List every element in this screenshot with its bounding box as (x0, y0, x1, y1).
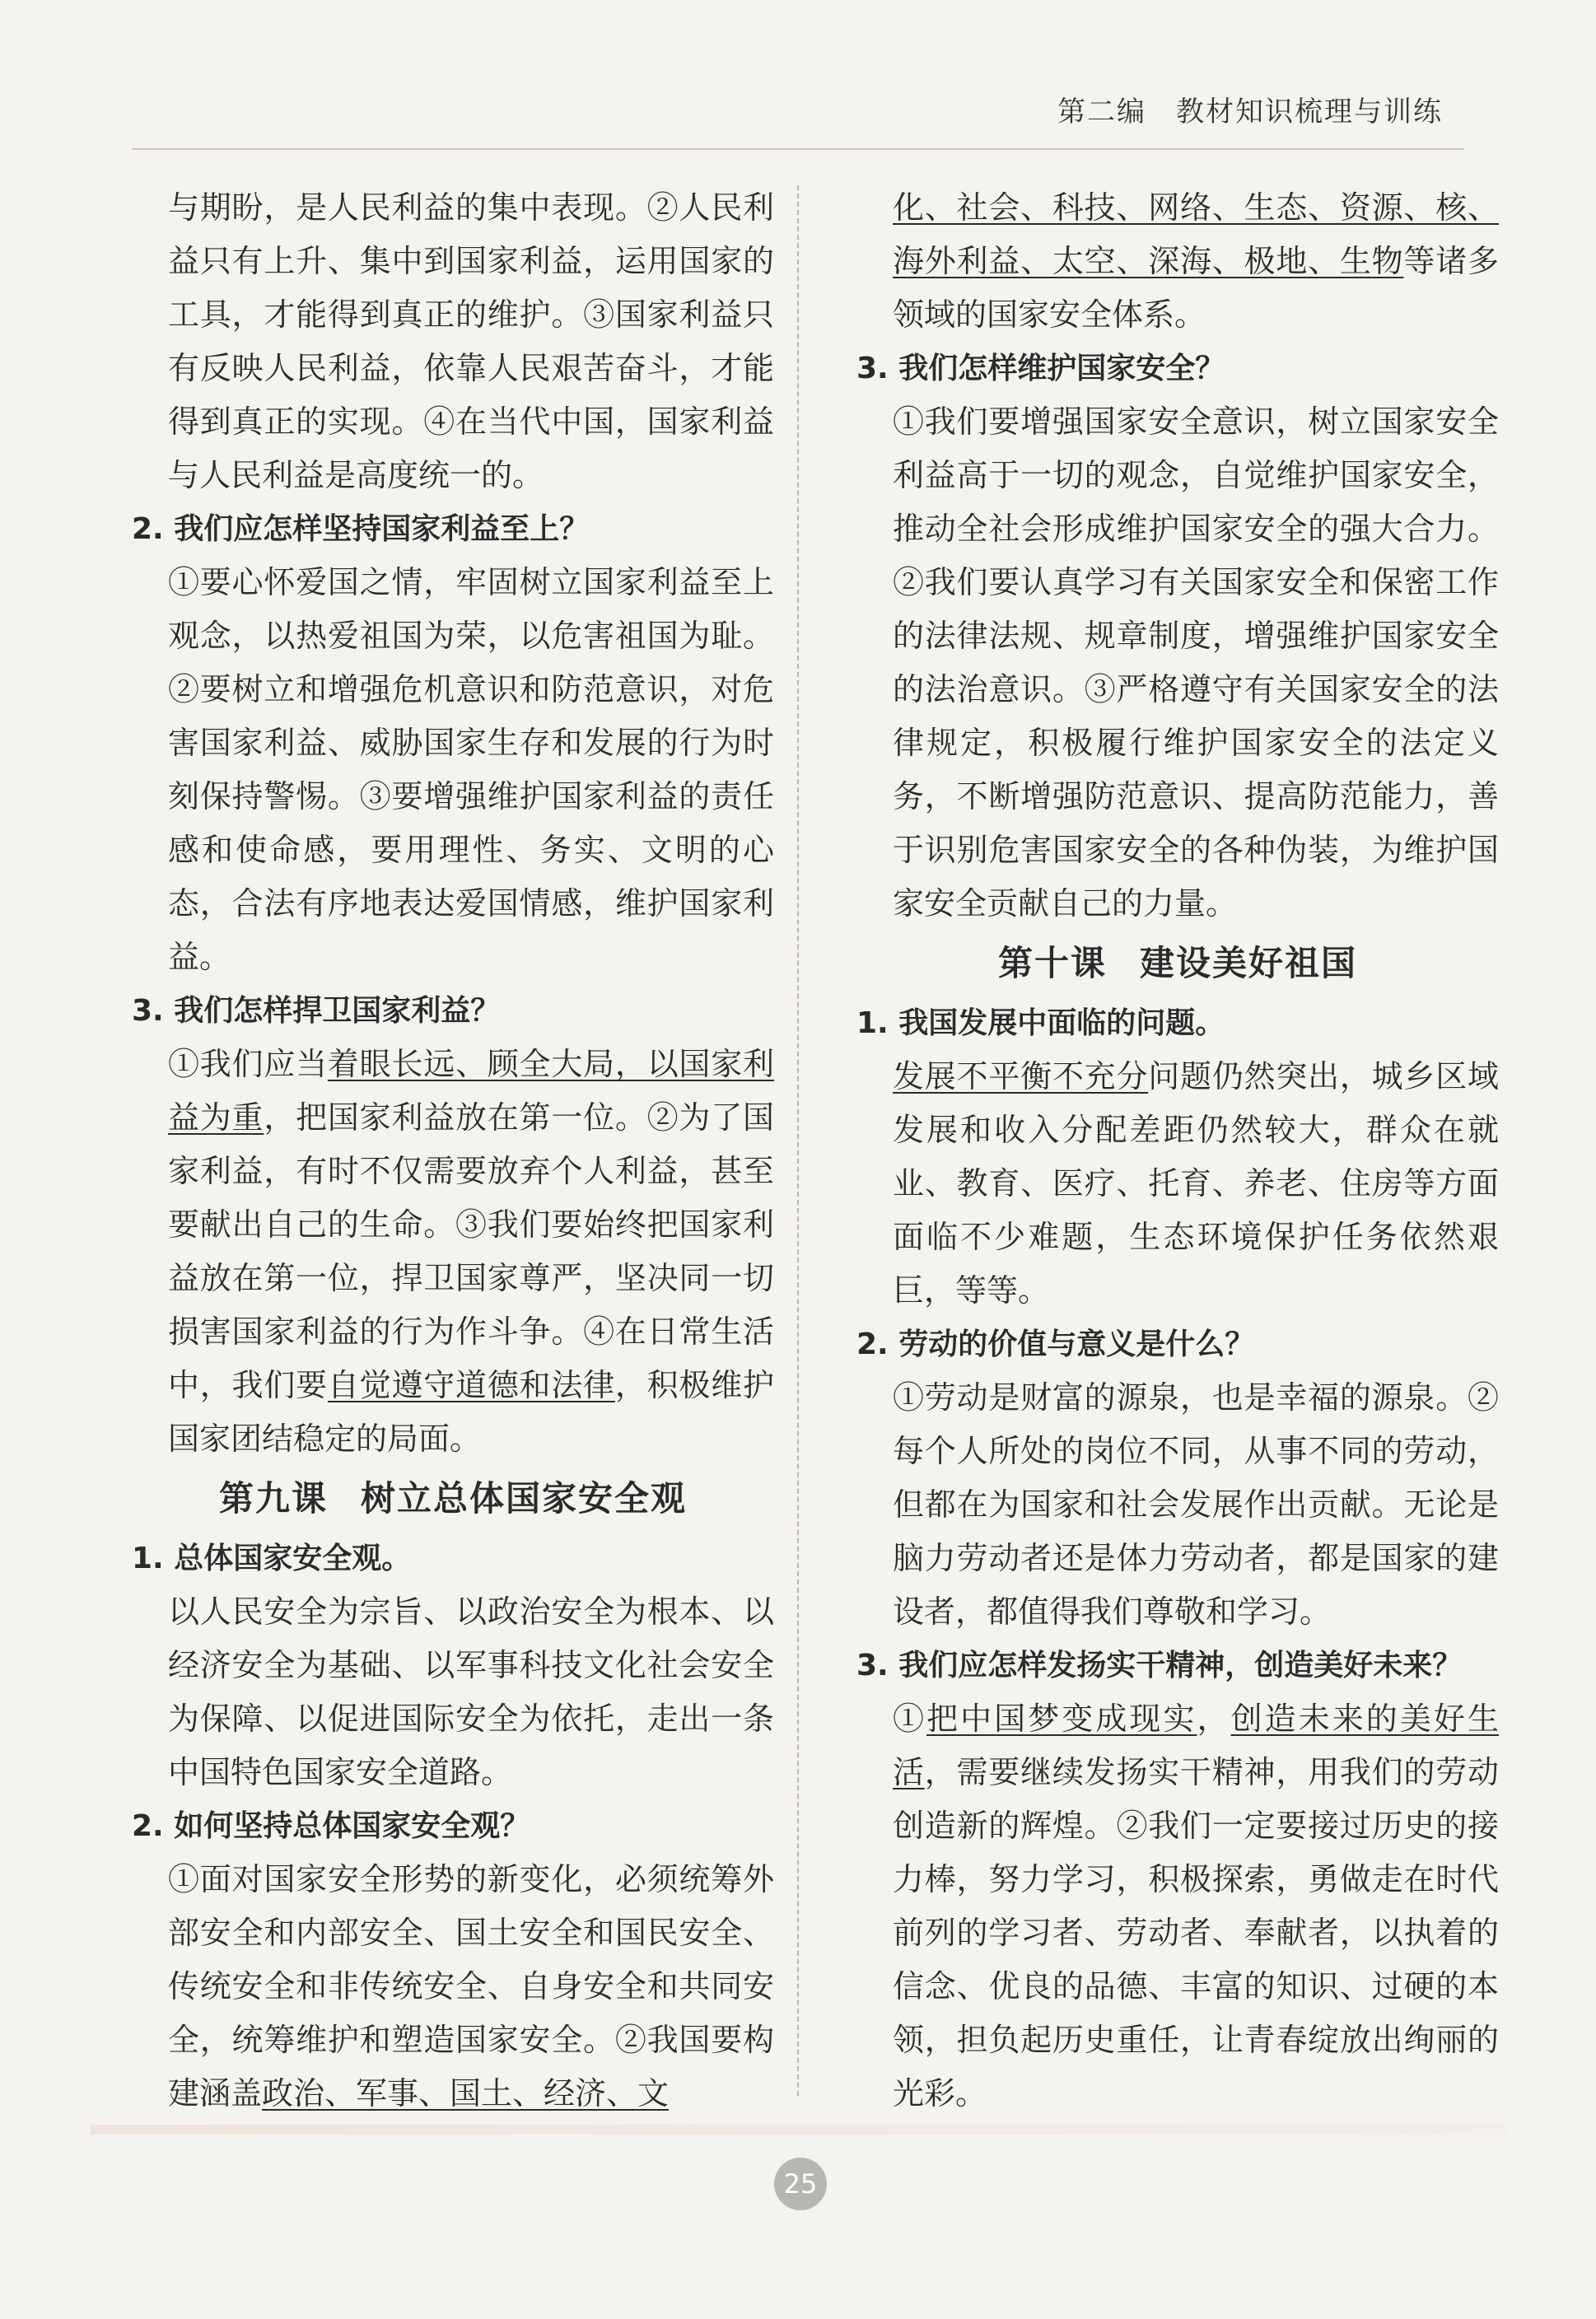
question-heading: 2. 如何坚持总体国家安全观？ (132, 1809, 530, 1843)
question-heading: 3. 我们怎样维护国家安全？ (856, 352, 1225, 385)
paragraph (856, 181, 1499, 342)
paragraph (856, 1692, 1499, 2121)
paragraph: 与期盼，是人民利益的集中表现。②人民利益只有上升、集中到国家利益，运用国家的工具，才能得到真正的维护。③国家利益只有反映人民利益，依靠人民艰苦奋斗，才能得到真正的实现。④在当代中国，国家利益与人民利益是高度统一的。 (168, 189, 774, 493)
underlined-text: 发展不平衡不充分 (893, 1058, 1149, 1094)
text-run: ， (1197, 1701, 1231, 1737)
lesson-title (856, 931, 1499, 996)
text-run: ①我们应当 (168, 1046, 328, 1082)
question-heading: 3. 我们怎样捍卫国家利益？ (132, 994, 501, 1028)
underlined-text: 创造未来的美好生活 (893, 1701, 1499, 1790)
text-run: 问题仍然突出，城乡区域发展和收入分配差距仍然较大，群众在就业、教育、医疗、托育、养老、住房等方面面临不少难题，生态环境保护任务依然艰巨，等等。 (893, 1058, 1499, 1309)
left-column (132, 181, 774, 2121)
header-part: 第二编 (1057, 96, 1146, 128)
lesson-number: 第十课 (997, 943, 1107, 983)
underlined-text: 化、社会、科技、网络、生态、资源、核、海外利益、太空、深海、极地、生物 (893, 189, 1499, 279)
page-stain (91, 2125, 1505, 2135)
text-run: ①面对国家安全形势的新变化，必须统筹外部安全和内部安全、国土安全和国民安全、传统安全和非传统安全、自身安全和共同安全，统筹维护和塑造国家安全。②我国要构建涵盖 (168, 1861, 774, 2111)
text-run: ，积极维护国家团结稳定的局面。 (168, 1367, 774, 1457)
lesson-title (132, 1466, 774, 1532)
underlined-text: 政治、军事、国土、经济、文 (262, 2075, 670, 2111)
paragraph (132, 1853, 774, 2121)
question-heading: 3. 我们应怎样发扬实干精神，创造美好未来？ (856, 1649, 1463, 1682)
text-run: ① (893, 1701, 927, 1737)
paragraph: ①我们要增强国家安全意识，树立国家安全利益高于一切的观念，自觉维护国家安全，推动全社会形成维护国家安全的强大合力。②我们要认真学习有关国家安全和保密工作的法律法规、规章制度，增强维护国家安全的法治意识。③严格遵守有关国家安全的法律规定，积极履行维护国家安全的法定义务，不断增强防范意识、提高防范能力，善于识别危害国家安全的各种伪装，为维护国家安全贡献自己的力量。 (893, 404, 1499, 922)
header-title: 教材知识梳理与训练 (1176, 96, 1443, 128)
header-rule (132, 148, 1464, 150)
paragraph (132, 1038, 774, 1466)
underlined-text: 着眼长远、顾全大局，以国家利益为重 (168, 1046, 774, 1136)
page-number: 25 (774, 2158, 827, 2210)
question-heading: 1. 总体国家安全观。 (132, 1542, 412, 1575)
lesson-name: 树立总体国家安全观 (361, 1478, 688, 1519)
right-column (856, 181, 1499, 2121)
lesson-number: 第九课 (218, 1478, 328, 1519)
paragraph: 以人民安全为宗旨、以政治安全为根本、以经济安全为基础、以军事科技文化社会安全为保障、以促进国际安全为依托，走出一条中国特色国家安全道路。 (168, 1593, 774, 1790)
text-run: ，把国家利益放在第一位。②为了国家利益，有时不仅需要放弃个人利益，甚至要献出自己的生命。③我们要始终把国家利益放在第一位，捍卫国家尊严，坚决同一切损害国家利益的行为作斗争。④在日常生活中，我们要 (168, 1099, 774, 1403)
underlined-text: 自觉遵守道德和法律 (327, 1367, 615, 1403)
question-heading: 2. 劳动的价值与意义是什么？ (856, 1327, 1255, 1361)
paragraph: ①劳动是财富的源泉，也是幸福的源泉。②每个人所处的岗位不同，从事不同的劳动，但都在为国家和社会发展作出贡献。无论是脑力劳动者还是体力劳动者，都是国家的建设者，都值得我们尊敬和学习。 (893, 1379, 1499, 1630)
underlined-text: 把中国梦变成现实 (926, 1701, 1197, 1737)
paragraph: ①要心怀爱国之情，牢固树立国家利益至上观念，以热爱祖国为荣，以危害祖国为耻。②要树立和增强危机意识和防范意识，对危害国家利益、威胁国家生存和发展的行为时刻保持警惕。③要增强维护国家利益的责任感和使命感，要用理性、务实、文明的心态，合法有序地表达爱国情感，维护国家利益。 (168, 564, 774, 975)
question-heading: 2. 我们应怎样坚持国家利益至上？ (132, 512, 590, 546)
lesson-name: 建设美好祖国 (1140, 943, 1358, 983)
paragraph (856, 1050, 1499, 1318)
text-run: ，需要继续发扬实干精神，用我们的劳动创造新的辉煌。②我们一定要接过历史的接力棒，努力学习，积极探索，勇做走在时代前列的学习者、劳动者、奉献者，以执着的信念、优良的品德、丰富的知识、过硬的本领，担负起历史重任，让青春绽放出绚丽的光彩。 (893, 1754, 1499, 2111)
running-header (1057, 89, 1443, 129)
column-divider (797, 185, 799, 2096)
text-run: 等诸多领域的国家安全体系。 (893, 243, 1499, 333)
question-heading: 1. 我国发展中面临的问题。 (856, 1006, 1225, 1040)
